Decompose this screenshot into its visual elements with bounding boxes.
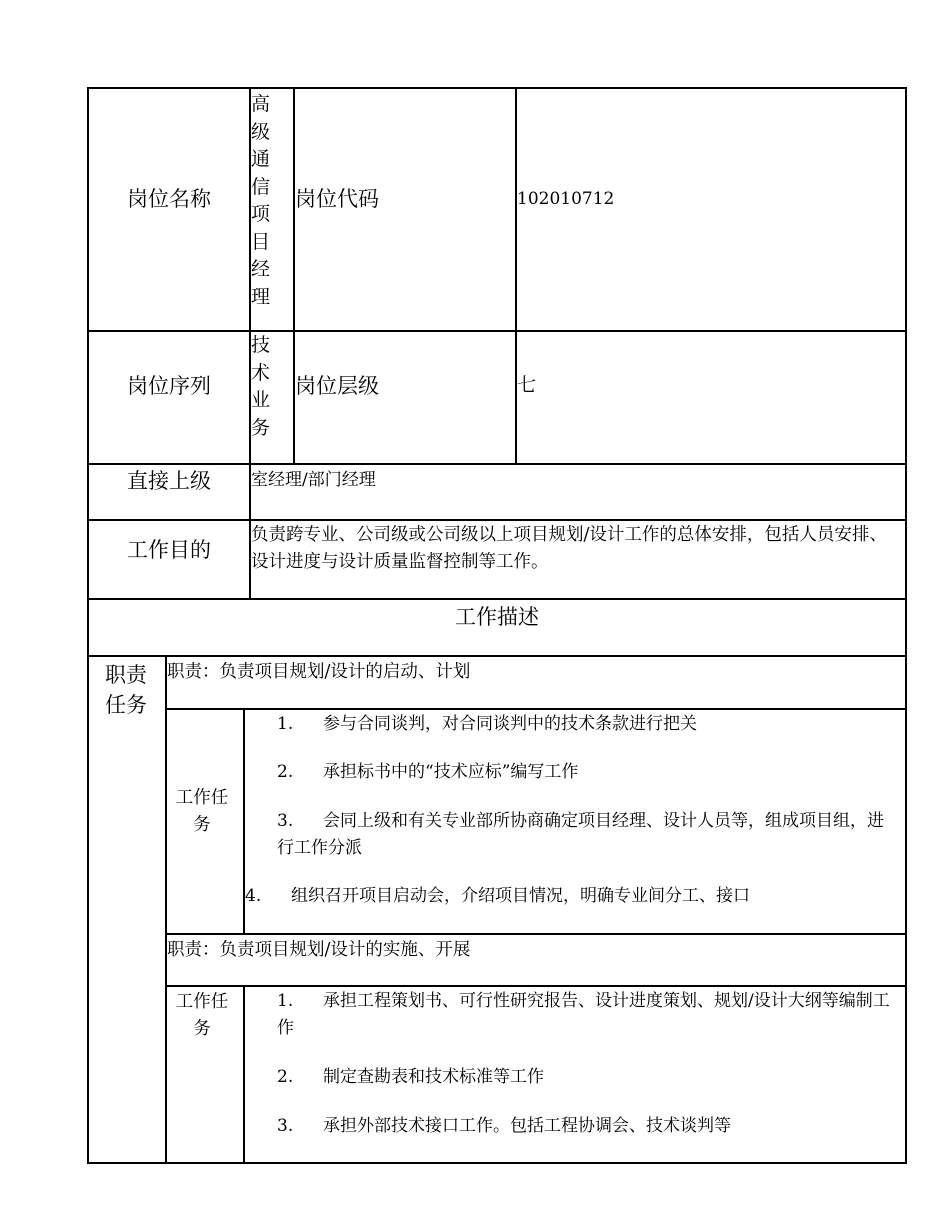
duty-1-task-3 (277, 808, 897, 862)
task-text: 承担外部技术接口工作。包括工程协调会、技术谈判等 (323, 1116, 731, 1136)
task-text: 承担工程策划书、可行性研究报告、设计进度策划、规划/设计大纲等编制工作 (277, 991, 890, 1038)
duty-1-task-1 (277, 711, 897, 738)
task-number: 4. (245, 886, 262, 906)
table-border-right (905, 87, 907, 1164)
task-number: 1. (277, 714, 294, 734)
task-number: 2. (277, 1067, 294, 1087)
duty-2-task-3 (277, 1113, 897, 1140)
duty-2-task-1 (277, 988, 897, 1042)
duty-2-title: 职责：负责项目规划/设计的实施、开展 (167, 940, 471, 960)
work-purpose-label: 工作目的 (127, 538, 211, 562)
position-code-value: 102010712 (517, 189, 615, 209)
work-purpose-value: 负责跨专业、公司级或公司级以上项目规划/设计工作的总体安排，包括人员安排、设计进度与设计质量监督控制等工作。 (251, 525, 887, 572)
task-number: 1. (277, 991, 294, 1011)
duty-2-task-label: 工作任务 (175, 992, 229, 1039)
position-code-label: 岗位代码 (295, 187, 379, 211)
task-text: 制定查勘表和技术标准等工作 (323, 1067, 544, 1087)
position-level-label: 岗位层级 (295, 374, 379, 398)
position-name-label: 岗位名称 (127, 187, 211, 211)
task-number: 2. (277, 762, 294, 782)
task-number: 3. (277, 1116, 294, 1136)
duty-1-task-4 (245, 883, 895, 910)
task-text: 组织召开项目启动会，介绍项目情况，明确专业间分工、接口 (291, 886, 750, 906)
task-text: 承担标书中的“技术应标”编写工作 (323, 762, 579, 782)
duties-tasks-label: 职责任务 (105, 663, 147, 717)
col-divider (293, 87, 295, 464)
col-divider (165, 655, 167, 1163)
row-divider (87, 463, 907, 465)
row-divider (87, 330, 907, 332)
position-level-value: 七 (517, 374, 537, 396)
duty-1-task-2 (277, 759, 897, 786)
col-divider (243, 985, 245, 1163)
task-number: 3. (277, 811, 294, 831)
position-series-value: 技术业务 (251, 334, 271, 439)
task-text: 会同上级和有关专业部所协商确定项目经理、设计人员等，组成项目组，进行工作分派 (277, 811, 884, 858)
row-divider (87, 598, 907, 600)
duty-1-title: 职责：负责项目规划/设计的启动、计划 (167, 662, 471, 682)
position-name-value: 高级通信项目经理 (251, 93, 271, 308)
row-divider (165, 933, 907, 935)
position-series-label: 岗位序列 (127, 374, 211, 398)
row-divider (165, 985, 907, 987)
direct-superior-label: 直接上级 (127, 469, 211, 493)
work-description-title: 工作描述 (455, 605, 539, 629)
duty-2-task-2 (277, 1064, 897, 1091)
col-divider (515, 87, 517, 464)
table-border-bottom (87, 1162, 907, 1164)
row-divider (165, 708, 907, 710)
row-divider (87, 655, 907, 657)
row-divider (87, 519, 907, 521)
direct-superior-value: 室经理/部门经理 (251, 470, 376, 490)
task-text: 参与合同谈判，对合同谈判中的技术条款进行把关 (323, 714, 697, 734)
duty-1-task-label: 工作任务 (175, 788, 229, 835)
table-border-top (87, 87, 907, 89)
